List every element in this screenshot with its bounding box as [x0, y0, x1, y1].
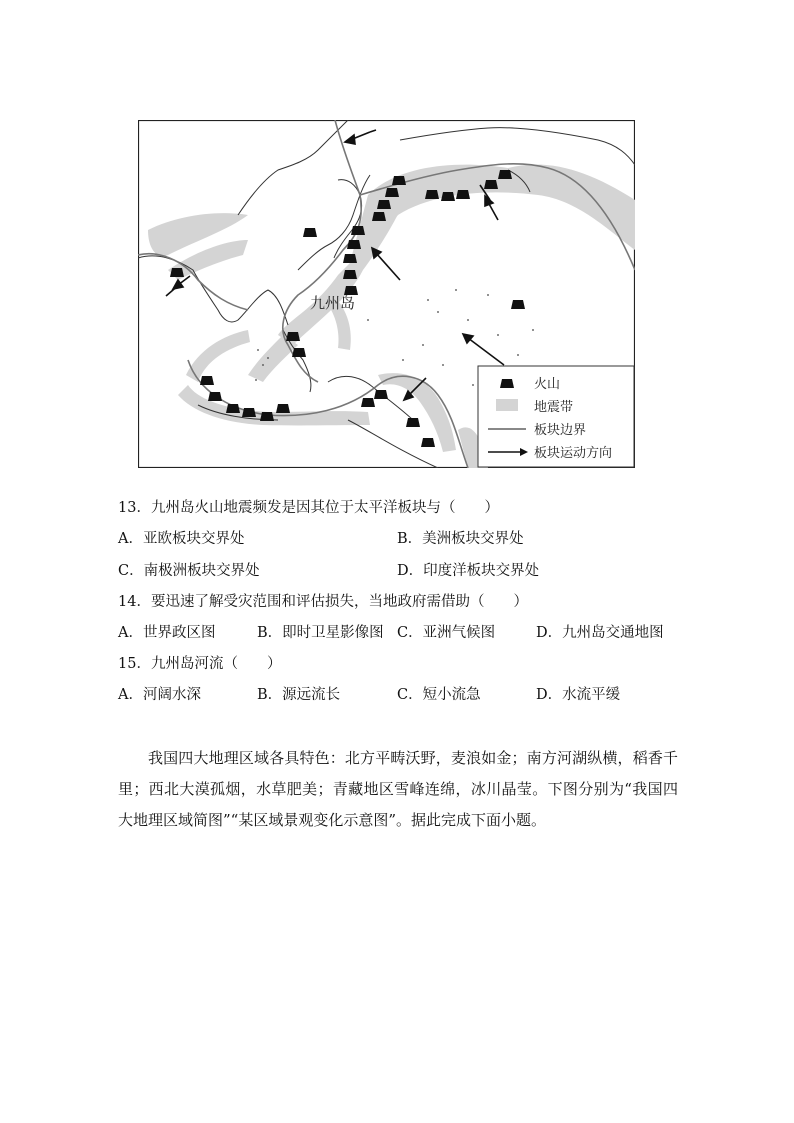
- reading-passage: 我国四大地理区域各具特色：北方平畴沃野，麦浪如金；南方河湖纵横，稻香千里；西北大漠孤烟，水草肥美；青藏地区雪峰连绵，冰川晶莹。下图分别为“我国四大地理区域简图”“某区域景观变化示意图”。据此完成下面小题。: [118, 749, 678, 829]
- volcano-marker: [377, 200, 391, 209]
- q13-option-c[interactable]: C．南极洲板块交界处: [118, 563, 260, 579]
- volcano-marker: [498, 170, 512, 179]
- volcano-marker: [441, 192, 455, 201]
- volcano-marker: [286, 332, 300, 341]
- q13-option-b[interactable]: B．美洲板块交界处: [397, 531, 524, 547]
- kyushu-label: 九州岛: [310, 294, 356, 312]
- volcano-marker: [406, 418, 420, 427]
- volcano-marker: [343, 254, 357, 263]
- volcano-marker: [170, 268, 184, 277]
- q15-option-c[interactable]: C．短小流急: [397, 687, 481, 703]
- q14-option-a[interactable]: A．世界政区图: [118, 625, 216, 641]
- volcano-marker: [421, 438, 435, 447]
- question-15-stem: 15．九州岛河流（ ）: [118, 656, 282, 672]
- volcano-marker: [226, 404, 240, 413]
- legend-seismic-label: 地震带: [534, 400, 574, 415]
- legend-boundary-label: 板块边界: [534, 423, 587, 438]
- volcano-marker: [456, 190, 470, 199]
- volcano-marker: [343, 270, 357, 279]
- q14-option-b[interactable]: B．即时卫星影像图: [257, 625, 384, 641]
- volcano-marker: [392, 176, 406, 185]
- q15-option-a[interactable]: A．河阔水深: [118, 687, 201, 703]
- volcano-marker: [303, 228, 317, 237]
- volcano-marker: [351, 226, 365, 235]
- q15-option-b[interactable]: B．源远流长: [257, 687, 341, 703]
- question-14-stem: 14．要迅速了解受灾范围和评估损失，当地政府需借助（ ）: [118, 594, 528, 610]
- volcano-marker: [511, 300, 525, 309]
- pacific-plate-map: [138, 120, 635, 468]
- volcano-marker: [292, 348, 306, 357]
- question-13-stem: 13．九州岛火山地震频发是因其位于太平洋板块与（ ）: [118, 500, 499, 516]
- volcano-marker: [347, 240, 361, 249]
- volcano-marker: [361, 398, 375, 407]
- volcano-marker: [385, 188, 399, 197]
- legend-volcano-label: 火山: [534, 377, 561, 392]
- volcano-marker: [484, 180, 498, 189]
- q15-option-d[interactable]: D．水流平缓: [536, 687, 621, 703]
- q14-option-c[interactable]: C．亚洲气候图: [397, 625, 496, 641]
- volcano-marker: [276, 404, 290, 413]
- q13-option-d[interactable]: D．印度洋板块交界处: [397, 563, 540, 579]
- volcano-marker: [425, 190, 439, 199]
- q14-option-d[interactable]: D．九州岛交通地图: [536, 625, 664, 641]
- volcano-marker: [260, 412, 274, 421]
- legend-direction-label: 板块运动方向: [534, 446, 613, 461]
- volcano-marker: [372, 212, 386, 221]
- volcano-legend-icon: [500, 379, 514, 388]
- map-svg: [138, 120, 635, 468]
- seismic-belt-legend-swatch: [496, 399, 518, 411]
- volcano-marker: [242, 408, 256, 417]
- volcano-marker: [208, 392, 222, 401]
- q13-option-a[interactable]: A．亚欧板块交界处: [118, 531, 245, 547]
- map-legend: [478, 366, 634, 467]
- volcano-marker: [200, 376, 214, 385]
- volcano-marker: [374, 390, 388, 399]
